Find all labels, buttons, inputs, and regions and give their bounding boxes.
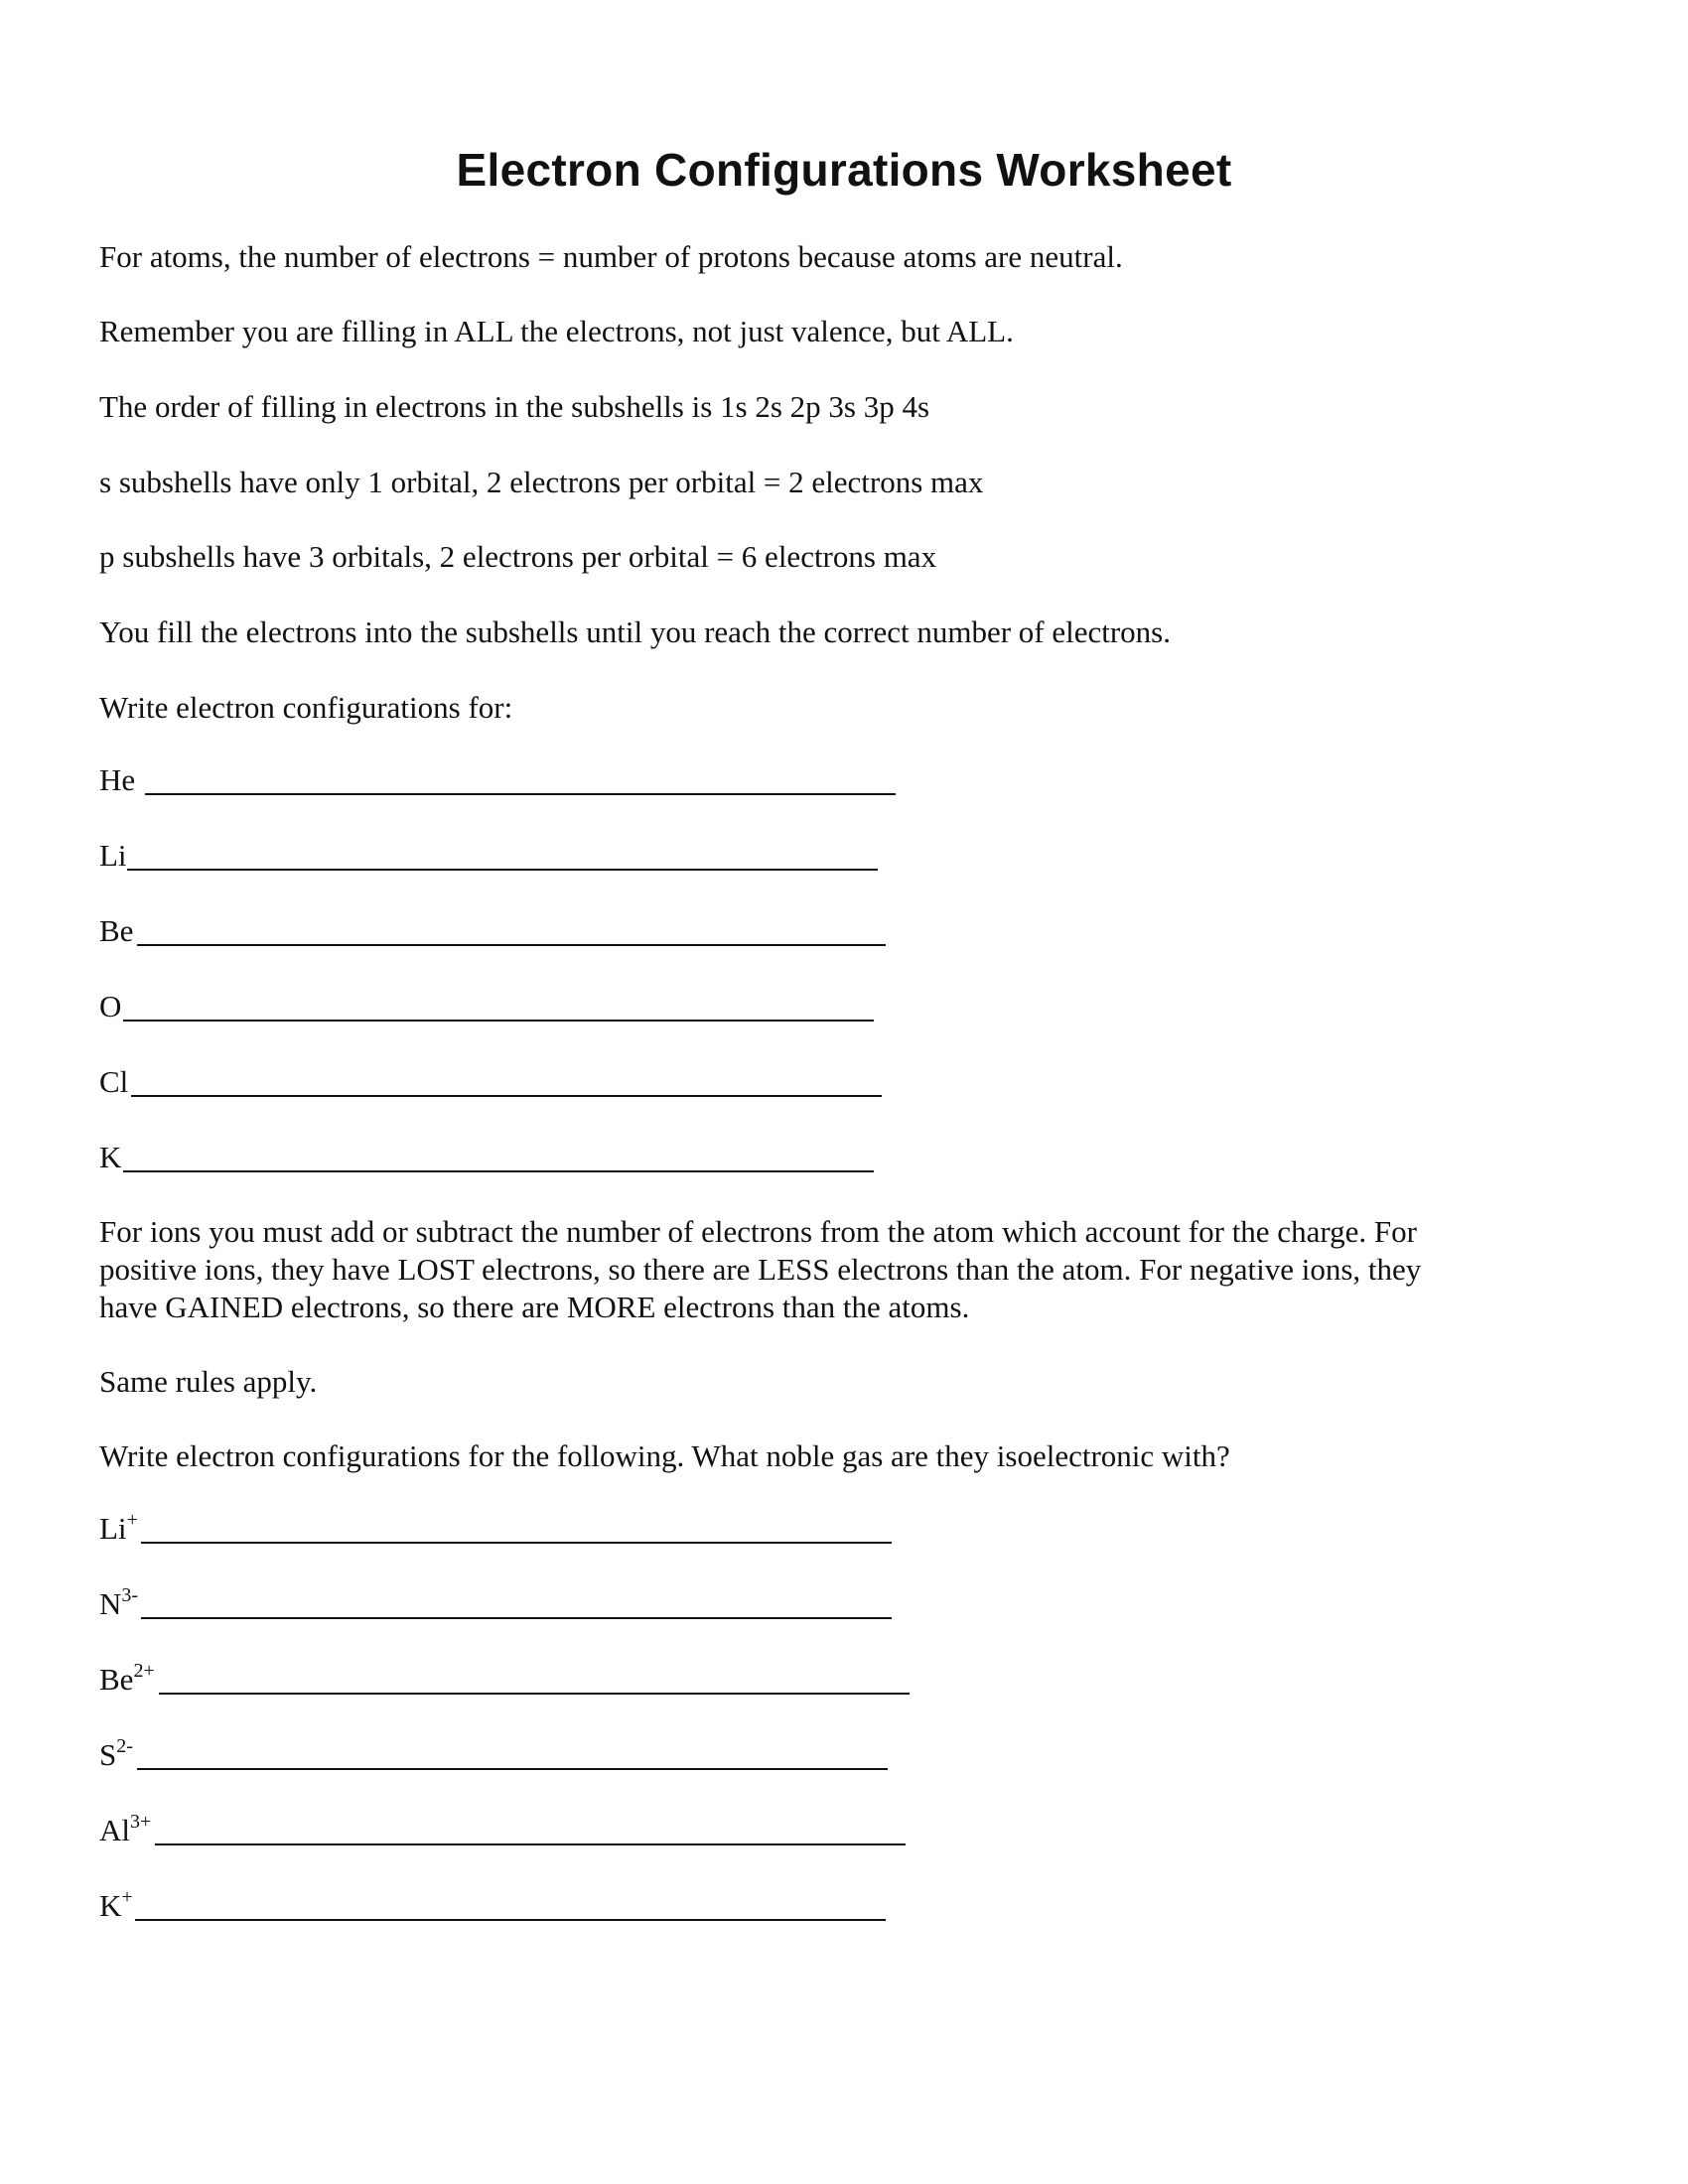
ion-row-s-2minus [99,1736,133,1776]
answer-line-be-2plus[interactable] [159,1693,910,1695]
atom-row-he [99,761,135,801]
answer-line-cl[interactable] [131,1095,882,1097]
answer-line-k[interactable] [123,1170,874,1172]
intro-line-p-subshell: p subshells have 3 orbitals, 2 electrons per orbital = 6 electrons max [99,539,937,574]
answer-line-k-plus[interactable] [135,1919,886,1921]
page-title: Electron Configurations Worksheet [456,144,1232,196]
ion-label: Li+ [99,1508,138,1546]
atom-label: He [99,762,136,797]
answer-line-he[interactable] [145,793,896,795]
answer-line-o[interactable] [123,1020,874,1022]
answer-line-be[interactable] [137,944,886,946]
atoms-prompt: Write electron configurations for: [99,690,513,725]
answer-line-li[interactable] [127,869,878,871]
answer-line-al-3plus[interactable] [155,1843,906,1845]
atom-label: Cl [99,1064,129,1099]
ions-paragraph: For ions you must add or subtract the number of electrons from the atom which account for the charge. For positive ions, they have LOST electrons, so there are LESS electrons than the atom. For negative ions, they have GAINED electrons, so there are MORE electrons than the atoms. [99,1214,1422,1324]
ion-label: $S^{2-}$ [99,1734,133,1772]
atom-label: K [99,1140,122,1174]
atom-row-li [99,837,127,877]
atom-row-cl [99,1063,128,1103]
atom-row-k [99,1139,121,1178]
intro-line-fill-until: You fill the electrons into the subshells until you reach the correct number of electrons. [99,614,1171,649]
same-rules-line: Same rules apply. [99,1364,318,1399]
ion-row-al-3plus [99,1812,151,1851]
ions-prompt: Write electron configurations for the following. What noble gas are they isoelectronic with? [99,1438,1230,1473]
answer-line-li-plus[interactable] [141,1542,892,1544]
ion-row-k-plus [99,1887,133,1927]
ion-label: $Al^{3+}$ [99,1810,152,1847]
atom-label: O [99,989,122,1024]
ion-row-li-plus [99,1510,138,1550]
answer-line-s-2minus[interactable] [137,1768,888,1770]
intro-line-s-subshell: s subshells have only 1 orbital, 2 electrons per orbital = 2 electrons max [99,465,984,499]
ion-label: $Be^{2+}$ [99,1659,155,1697]
intro-line-fill-order: The order of filling in electrons in the subshells is 1s 2s 2p 3s 3p 4s [99,389,930,424]
atom-label: Be [99,913,134,948]
atom-label: Li [99,838,127,873]
intro-line-atoms-neutral: For atoms, the number of electrons = number of protons because atoms are neutral. [99,239,1123,274]
atom-row-o [99,988,121,1027]
intro-line-fill-all: Remember you are filling in ALL the electrons, not just valence, but ALL. [99,314,1014,348]
ion-row-n-3minus [99,1585,138,1625]
ion-label: $N^{3-}$ [99,1583,139,1621]
atom-row-be [99,912,133,952]
ion-row-be-2plus [99,1661,155,1701]
answer-line-n-3minus[interactable] [141,1617,892,1619]
ion-label: K+ [99,1885,133,1923]
